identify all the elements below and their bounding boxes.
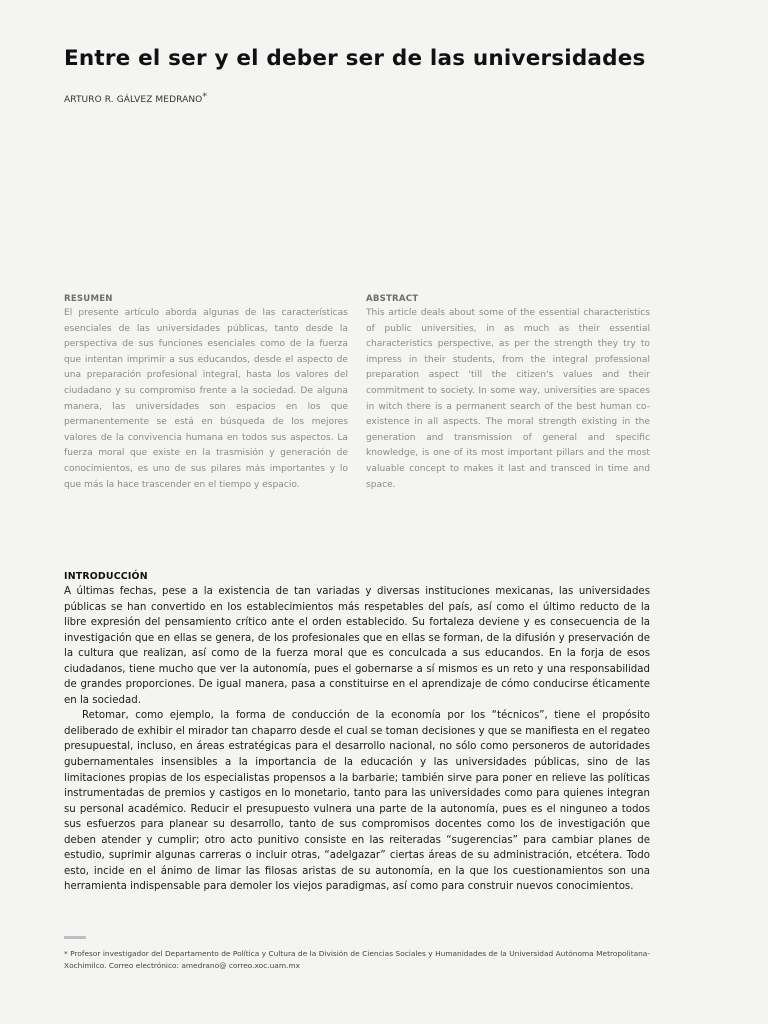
footnote: * Profesor investigador del Departamento de Política y Cultura de la División de Ciencias Sociales y Humanidades de la Universidad Autónoma Metropolitana-Xochimilco. Correo electrónico: amedrano@ correo.xoc.uam.mx (64, 949, 650, 970)
introduccion-heading: INTRODUCCIÓN (64, 571, 148, 582)
body-paragraph-1: A últimas fechas, pese a la existencia de tan variadas y diversas instituciones mexicanas, las universidades públicas se han convertido en los establecimientos más respetables del país, así como el último reducto de la libre expresión del pensamiento crítico ante el orden establecido. Su fortaleza deviene y es consecuencia de la investigación que en ellas se genera, de los profesionales que en ellas se forman, de la difusión y preservación de la cultura que realizan, así como de la fuerza moral que es conculcada a sus educandos. En la forja de esos ciudadanos, tiene mucho que ver la autonomía, pues el gobernarse a sí mismos es un reto y una responsabilidad de grandes proporciones. De igual manera, pasa a constituirse en el aprendizaje de cómo conducirse éticamente en la sociedad. (64, 586, 650, 706)
article-title: Entre el ser y el deber ser de las universidades (64, 46, 646, 71)
resumen-heading: RESUMEN (64, 294, 113, 304)
abstract-section (366, 292, 650, 493)
abstract-text: This article deals about some of the essential characteristics of public universities, in as much as their essential characteristics perspective, as per the strength they try to impress in their students, from the integral professional preparation aspect 'till the citizen's values and their commitment to society. In some way, universities are spaces in witch there is a permanent search of the best human co-existence in all aspects. The moral strength existing in the generation and transmission of general and specific knowledge, is one of its most important pillars and the most valuable concept to makes it last and transced in time and space. (366, 308, 650, 490)
body-paragraph-2: Retomar, como ejemplo, la forma de conducción de la economía por los “técnicos”, tiene el propósito deliberado de exhibir el mirador tan chaparro desde el cual se toman decisiones y que se manifiesta en el regateo presupuestal, incluso, en áreas estratégicas para el desarrollo nacional, no sólo como personeros de autoridades gubernamentales insensibles a la importancia de la educación y las universidades públicas, sino de las limitaciones propias de los especialistas propensos a la barbarie; también sirve para poner en relieve las políticas instrumentadas de premios y castigos en lo monetario, tanto para las universidades como para quienes integran su personal académico. Reducir el presupuesto vulnera una parte de la autonomía, pues es el ninguneo a todos sus esfuerzos para planear su desarrollo, tanto de sus compromisos docentes como los de investigación que deben atender y cumplir; otro acto punitivo consiste en las reiteradas “sugerencias” para cambiar planes de estudio, suprimir algunas carreras o incluir otras, “adelgazar” ciertas áreas de su administración, etcétera. Todo esto, incide en el ánimo de limar las filosas aristas de su autonomía, en la que los cuestionamientos son una herramienta indispensable para demoler los viejos paradigmas, así como para construir nuevos conocimientos. (64, 710, 650, 893)
footnote-divider (64, 936, 86, 939)
author-line (64, 92, 207, 105)
author-footnote-mark: * (202, 92, 207, 102)
resumen-section (64, 292, 348, 493)
abstract-heading: ABSTRACT (366, 294, 419, 304)
introduccion-body (64, 584, 650, 895)
resumen-text: El presente artículo aborda algunas de las características esenciales de las universidades públicas, tanto desde la perspectiva de sus funciones esenciales como de la fuerza que intentan imprimir a sus educandos, desde el aspecto de una preparación profesional integral, hasta los valores del ciudadano y su compromiso frente a la sociedad. De alguna manera, las universidades son espacios en los que permanentemente se está en búsqueda de los mejores valores de la convivencia humana en todos sus aspectos. La fuerza moral que existe en la trasmisión y generación de conocimientos, es uno de sus pilares más importantes y lo que más la hace trascender en el tiempo y espacio. (64, 308, 348, 490)
author-name: ARTURO R. GÁLVEZ MEDRANO (64, 95, 203, 105)
